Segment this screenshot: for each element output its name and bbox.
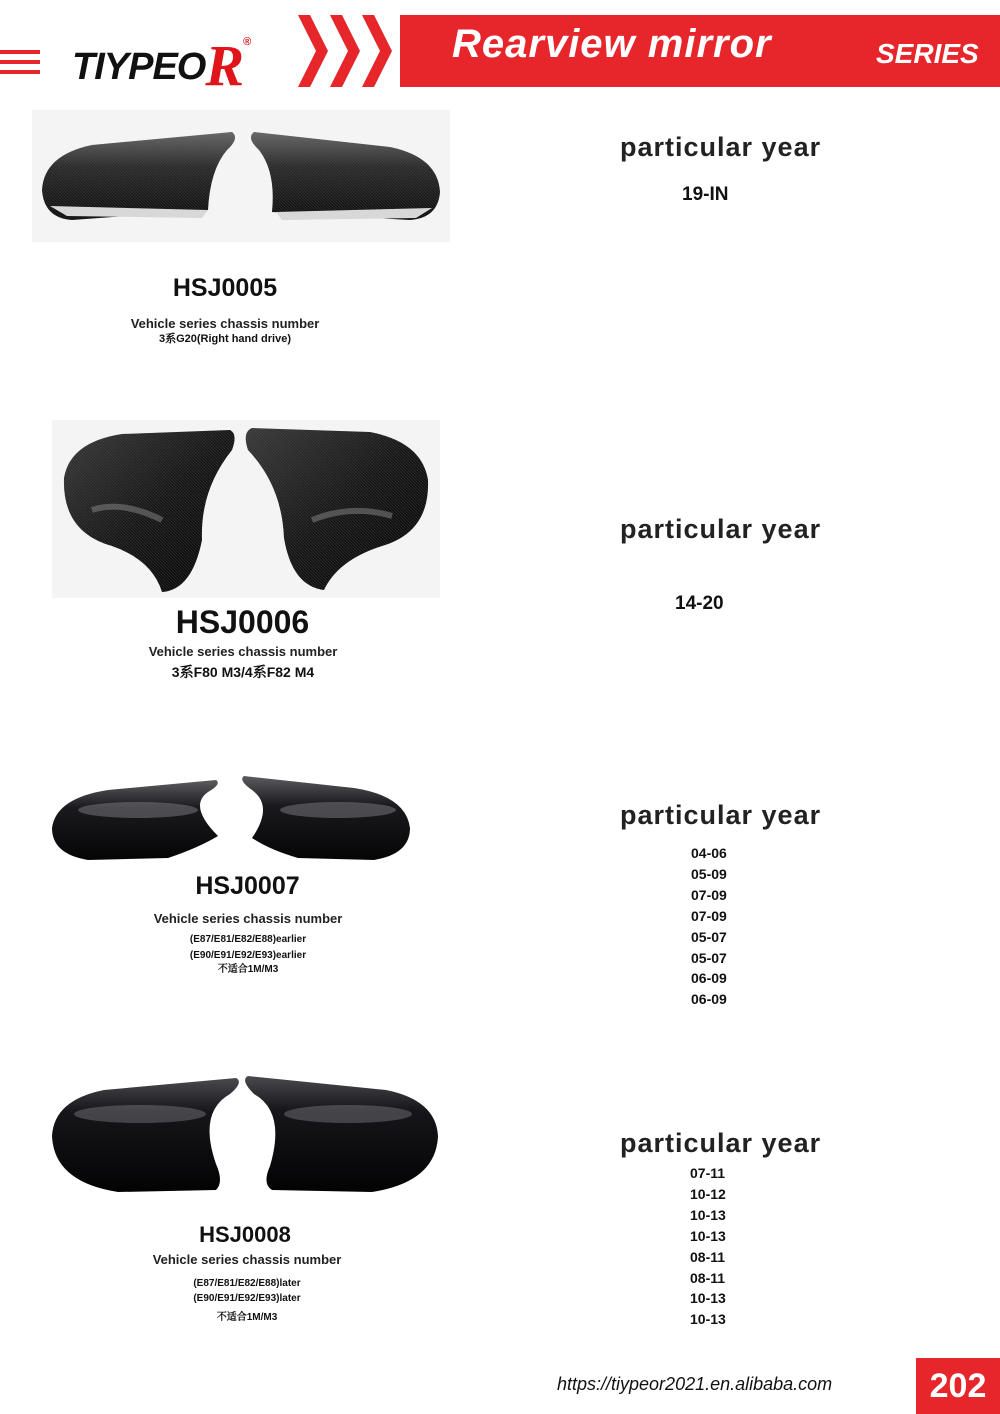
product-code: HSJ0006	[175, 604, 310, 640]
year-heading: particular year	[620, 1128, 822, 1158]
chassis-label: Vehicle series chassis number	[148, 644, 338, 659]
chassis-line: 3系F80 M3/4系F82 M4	[171, 664, 315, 680]
year-item: 08-11	[690, 1248, 726, 1265]
product-code: HSJ0008	[199, 1222, 291, 1247]
year-list	[691, 843, 727, 1010]
chassis-line: 不适合1M/M3	[217, 964, 279, 975]
year-item: 07-09	[691, 886, 727, 903]
year-item: 06-09	[691, 970, 727, 987]
footer-url-link[interactable]: https://tiypeor2021.en.alibaba.com	[557, 1374, 833, 1394]
chevron-icon	[298, 15, 328, 87]
year-heading: particular year	[620, 514, 822, 544]
product-code: HSJ0005	[172, 274, 278, 302]
page-number: 202	[916, 1358, 1000, 1414]
year-item: 10-13	[690, 1290, 726, 1307]
year-item: 19-IN	[682, 184, 729, 205]
year-item: 10-13	[690, 1227, 726, 1244]
product-image-hsj0008	[48, 1072, 444, 1200]
year-item: 06-09	[691, 991, 727, 1008]
year-item: 05-07	[691, 949, 727, 966]
year-item: 10-13	[690, 1206, 726, 1223]
product-image-hsj0005	[32, 110, 450, 242]
year-item: 05-09	[691, 865, 727, 882]
chassis-line: 3系G20(Right hand drive)	[158, 333, 292, 345]
year-item: 04-06	[691, 845, 727, 861]
section-series: SERIES	[876, 38, 979, 69]
chassis-line: 不适合1M/M3	[216, 1312, 278, 1323]
header-stripes	[0, 50, 40, 80]
chassis-label: Vehicle series chassis number	[152, 1252, 342, 1267]
year-item: 14-20	[675, 593, 724, 614]
year-item: 10-13	[690, 1311, 726, 1328]
year-item: 07-09	[691, 907, 727, 924]
logo-r: R	[205, 33, 244, 98]
chassis-line: (E90/E91/E92/E93)earlier	[189, 950, 307, 961]
year-heading: particular year	[620, 800, 822, 830]
year-heading: particular year	[620, 132, 822, 162]
product-code: HSJ0007	[195, 872, 300, 900]
logo-text: TIYPEO	[72, 46, 206, 88]
year-item: 05-07	[691, 928, 727, 945]
product-image-hsj0007	[48, 770, 416, 870]
chassis-label: Vehicle series chassis number	[153, 911, 343, 926]
chassis-line: (E90/E91/E92/E93)later	[193, 1293, 301, 1304]
year-item: 07-11	[690, 1165, 726, 1181]
chassis-line: (E87/E81/E82/E88)earlier	[189, 934, 307, 945]
page-header	[0, 0, 1000, 100]
chevron-icon	[362, 15, 392, 87]
year-item: 10-12	[690, 1185, 726, 1202]
year-list	[690, 1163, 726, 1330]
brand-logo	[72, 26, 251, 98]
chassis-label: Vehicle series chassis number	[130, 316, 320, 331]
year-item: 08-11	[690, 1269, 726, 1286]
chassis-line: (E87/E81/E82/E88)later	[193, 1278, 301, 1289]
section-title: Rearview mirror	[452, 22, 772, 66]
logo-registered-mark: ®	[243, 36, 251, 48]
product-image-hsj0006	[52, 420, 440, 598]
chevron-icon	[330, 15, 360, 87]
